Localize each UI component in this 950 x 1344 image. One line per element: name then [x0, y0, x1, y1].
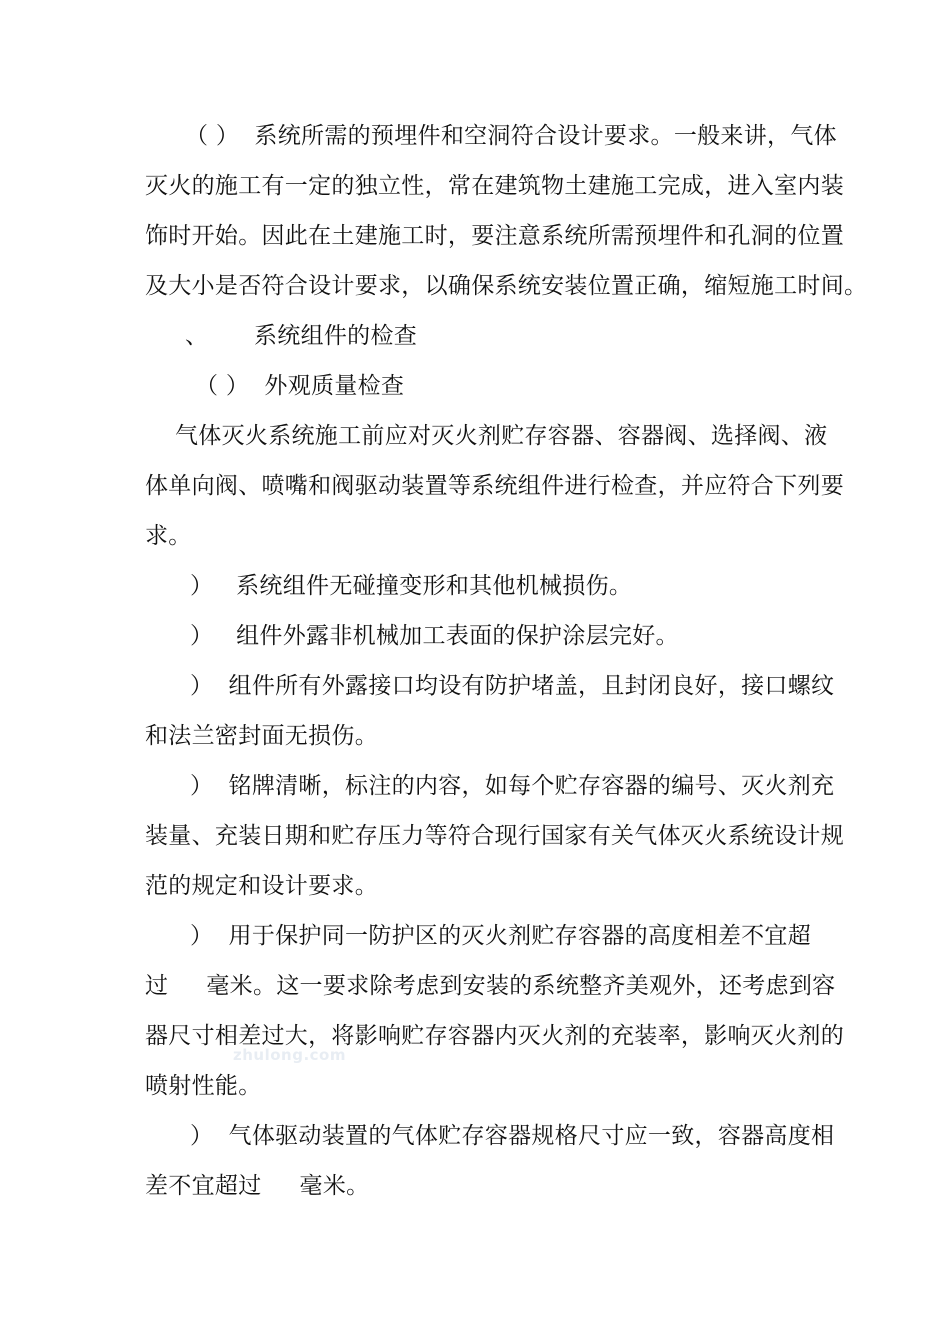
list-item-4-cont-1: 装量、充装日期和贮存压力等符合现行国家有关气体灭火系统设计规	[145, 823, 844, 849]
subsection-heading: （ ） 外观质量检查	[195, 373, 405, 399]
list-item-4: ） 铭牌清晰，标注的内容，如每个贮存容器的编号、灭火剂充	[190, 773, 835, 799]
list-item-1: ） 系统组件无碰撞变形和其他机械损伤。	[190, 573, 633, 599]
list-item-5-cont-1: 过 毫米。这一要求除考虑到安装的系统整齐美观外，还考虑到容	[145, 973, 836, 999]
text-line-2: 灭火的施工有一定的独立性，常在建筑物土建施工完成，进入室内装	[145, 173, 844, 199]
text-line-4: 及大小是否符合设计要求，以确保系统安装位置正确，缩短施工时间。	[145, 273, 868, 299]
text-line-1: （ ） 系统所需的预埋件和空洞符合设计要求。一般来讲，气体	[185, 123, 837, 149]
watermark-logo: zhulong.com	[233, 1046, 346, 1064]
list-item-5: ） 用于保护同一防护区的灭火剂贮存容器的高度相差不宜超	[190, 923, 812, 949]
list-item-5-cont-2: 器尺寸相差过大，将影响贮存容器内灭火剂的充装率，影响灭火剂的	[145, 1023, 844, 1049]
section-heading: 、 系统组件的检查	[185, 323, 418, 349]
list-item-2: ） 组件外露非机械加工表面的保护涂层完好。	[190, 623, 679, 649]
list-item-6: ） 气体驱动装置的气体贮存容器规格尺寸应一致，容器高度相	[190, 1123, 835, 1149]
text-line-3: 饰时开始。因此在土建施工时，要注意系统所需预埋件和孔洞的位置	[145, 223, 844, 249]
text-line-8: 体单向阀、喷嘴和阀驱动装置等系统组件进行检查，并应符合下列要	[145, 473, 844, 499]
list-item-3: ） 组件所有外露接口均设有防护堵盖，且封闭良好，接口螺纹	[190, 673, 835, 699]
list-item-4-cont-2: 范的规定和设计要求。	[145, 873, 378, 899]
list-item-5-cont-3: 喷射性能。	[145, 1073, 262, 1099]
text-line-7: 气体灭火系统施工前应对灭火剂贮存容器、容器阀、选择阀、液	[175, 423, 828, 449]
list-item-6-cont: 差不宜超过 毫米。	[145, 1173, 370, 1199]
list-item-3-cont: 和法兰密封面无损伤。	[145, 723, 378, 749]
text-line-9: 求。	[145, 523, 192, 549]
